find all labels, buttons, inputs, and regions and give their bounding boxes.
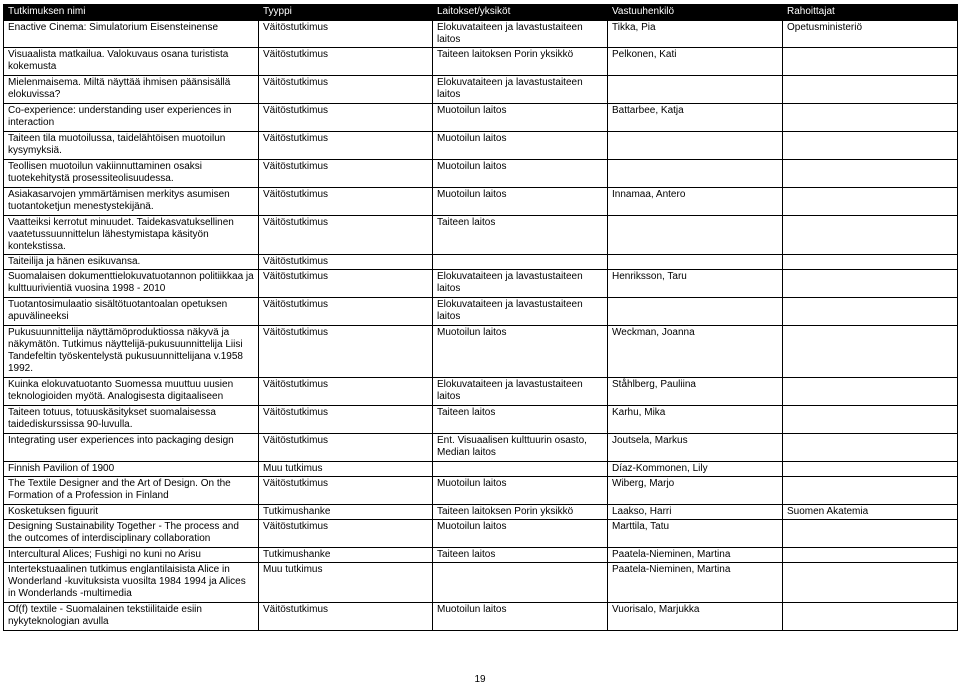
cell-funders	[783, 520, 958, 548]
research-table	[3, 4, 958, 631]
table-row	[4, 563, 958, 603]
cell-funders	[783, 563, 958, 603]
cell-responsible: Pelkonen, Kati	[608, 48, 783, 76]
cell-units: Muotoilun laitos	[433, 603, 608, 631]
cell-responsible: Paatela-Nieminen, Martina	[608, 563, 783, 603]
cell-units: Muotoilun laitos	[433, 132, 608, 160]
cell-title: Teollisen muotoilun vakiinnuttaminen osaksi tuotekehitystä prosessiteolisuudessa.	[4, 160, 259, 188]
cell-type: Väitöstutkimus	[259, 477, 433, 505]
cell-responsible	[608, 132, 783, 160]
table-row	[4, 48, 958, 76]
cell-responsible: Marttila, Tatu	[608, 520, 783, 548]
cell-title: The Textile Designer and the Art of Design. On the Formation of a Profession in Finland	[4, 477, 259, 505]
cell-type: Väitöstutkimus	[259, 298, 433, 326]
cell-type: Väitöstutkimus	[259, 603, 433, 631]
cell-units: Muotoilun laitos	[433, 104, 608, 132]
cell-units: Muotoilun laitos	[433, 160, 608, 188]
cell-responsible: Wiberg, Marjo	[608, 477, 783, 505]
cell-responsible: Joutsela, Markus	[608, 434, 783, 462]
cell-units: Taiteen laitos	[433, 548, 608, 563]
cell-type: Väitöstutkimus	[259, 270, 433, 298]
cell-type: Tutkimushanke	[259, 505, 433, 520]
cell-responsible	[608, 298, 783, 326]
column-header-funders: Rahoittajat	[783, 5, 958, 21]
cell-units: Elokuvataiteen ja lavastustaiteen laitos	[433, 21, 608, 48]
column-header-type: Tyyppi	[259, 5, 433, 21]
cell-funders	[783, 188, 958, 216]
cell-title: Integrating user experiences into packaging design	[4, 434, 259, 462]
cell-title: Intertekstuaalinen tutkimus englantilaisista Alice in Wonderland -kuvituksista vuosilta 1984 1994 ja Alices in Wonderlands -multimedia	[4, 563, 259, 603]
cell-title: Suomalaisen dokumenttielokuvatuotannon politiikkaa ja kulttuurivientiä vuosina 1998 - 2010	[4, 270, 259, 298]
table-row	[4, 104, 958, 132]
cell-type: Väitöstutkimus	[259, 104, 433, 132]
table-row	[4, 270, 958, 298]
cell-type: Väitöstutkimus	[259, 434, 433, 462]
table-row	[4, 520, 958, 548]
cell-title: Taiteen totuus, totuuskäsitykset suomalaisessa taidediskurssissa 90-luvulla.	[4, 406, 259, 434]
cell-funders	[783, 406, 958, 434]
table-body	[4, 21, 958, 631]
cell-title: Vaatteiksi kerrotut minuudet. Taidekasvatuksellinen vaatetussuunnittelun lähestymistapa käsityön kontekstissa.	[4, 216, 259, 255]
cell-type: Väitöstutkimus	[259, 378, 433, 406]
cell-responsible	[608, 255, 783, 270]
cell-title: Mielenmaisema. Miltä näyttää ihmisen päänsisällä elokuvissa?	[4, 76, 259, 104]
cell-units: Elokuvataiteen ja lavastustaiteen laitos	[433, 270, 608, 298]
table-header-row	[4, 5, 958, 21]
cell-responsible: Ståhlberg, Pauliina	[608, 378, 783, 406]
cell-title: Kosketuksen figuurit	[4, 505, 259, 520]
cell-units: Elokuvataiteen ja lavastustaiteen laitos	[433, 298, 608, 326]
cell-title: Intercultural Alices; Fushigi no kuni no Arisu	[4, 548, 259, 563]
cell-funders	[783, 104, 958, 132]
cell-title: Taiteen tila muotoilussa, taidelähtöisen muotoilun kysymyksiä.	[4, 132, 259, 160]
cell-units: Muotoilun laitos	[433, 188, 608, 216]
cell-type: Väitöstutkimus	[259, 255, 433, 270]
cell-funders	[783, 603, 958, 631]
cell-type: Väitöstutkimus	[259, 406, 433, 434]
cell-responsible: Innamaa, Antero	[608, 188, 783, 216]
cell-type: Väitöstutkimus	[259, 21, 433, 48]
cell-type: Väitöstutkimus	[259, 132, 433, 160]
cell-responsible: Weckman, Joanna	[608, 326, 783, 378]
table-row	[4, 298, 958, 326]
cell-title: Tuotantosimulaatio sisältötuotantoalan opetuksen apuvälineeksi	[4, 298, 259, 326]
table-row	[4, 216, 958, 255]
table-row	[4, 21, 958, 48]
cell-funders	[783, 326, 958, 378]
cell-responsible	[608, 216, 783, 255]
cell-funders	[783, 378, 958, 406]
cell-responsible	[608, 160, 783, 188]
cell-funders	[783, 76, 958, 104]
cell-responsible: Díaz-Kommonen, Lily	[608, 462, 783, 477]
table-row	[4, 603, 958, 631]
cell-responsible: Henriksson, Taru	[608, 270, 783, 298]
cell-type: Väitöstutkimus	[259, 48, 433, 76]
cell-type: Väitöstutkimus	[259, 520, 433, 548]
cell-responsible: Tikka, Pia	[608, 21, 783, 48]
cell-title: Kuinka elokuvatuotanto Suomessa muuttuu uusien teknologioiden myötä. Analogisesta digitaaliseen	[4, 378, 259, 406]
table-row	[4, 76, 958, 104]
cell-funders	[783, 216, 958, 255]
table-row	[4, 505, 958, 520]
cell-units: Muotoilun laitos	[433, 477, 608, 505]
cell-responsible: Laakso, Harri	[608, 505, 783, 520]
cell-title: Pukusuunnittelija näyttämöproduktiossa näkyvä ja näkymätön. Tutkimus näyttelijä-pukusuunnittelija Liisi Tandefeltin työskentelystä pukusuunnittelijana v.1958 1992.	[4, 326, 259, 378]
cell-type: Muu tutkimus	[259, 462, 433, 477]
table-row	[4, 326, 958, 378]
cell-title: Visuaalista matkailua. Valokuvaus osana turistista kokemusta	[4, 48, 259, 76]
cell-title: Co-experience: understanding user experiences in interaction	[4, 104, 259, 132]
table-row	[4, 406, 958, 434]
cell-units: Muotoilun laitos	[433, 326, 608, 378]
cell-type: Tutkimushanke	[259, 548, 433, 563]
cell-units	[433, 255, 608, 270]
cell-responsible: Karhu, Mika	[608, 406, 783, 434]
cell-responsible: Vuorisalo, Marjukka	[608, 603, 783, 631]
cell-funders	[783, 298, 958, 326]
cell-units: Taiteen laitoksen Porin yksikkö	[433, 505, 608, 520]
cell-funders	[783, 48, 958, 76]
page-number: 19	[474, 674, 486, 685]
column-header-title: Tutkimuksen nimi	[4, 5, 259, 21]
table-row	[4, 434, 958, 462]
cell-type: Väitöstutkimus	[259, 188, 433, 216]
cell-title: Enactive Cinema: Simulatorium Eisensteinense	[4, 21, 259, 48]
table-row	[4, 378, 958, 406]
cell-units: Taiteen laitos	[433, 406, 608, 434]
cell-units: Ent. Visuaalisen kulttuurin osasto, Median laitos	[433, 434, 608, 462]
cell-funders: Opetusministeriö	[783, 21, 958, 48]
cell-type: Väitöstutkimus	[259, 160, 433, 188]
table-row	[4, 188, 958, 216]
cell-funders	[783, 462, 958, 477]
table-row	[4, 255, 958, 270]
table-row	[4, 160, 958, 188]
cell-title: Asiakasarvojen ymmärtämisen merkitys asumisen tuotantoketjun menestystekijänä.	[4, 188, 259, 216]
cell-responsible: Paatela-Nieminen, Martina	[608, 548, 783, 563]
cell-funders	[783, 270, 958, 298]
cell-funders	[783, 548, 958, 563]
cell-units	[433, 563, 608, 603]
cell-funders	[783, 434, 958, 462]
cell-type: Väitöstutkimus	[259, 326, 433, 378]
column-header-responsible: Vastuuhenkilö	[608, 5, 783, 21]
cell-title: Designing Sustainability Together - The process and the outcomes of interdisciplinary collaboration	[4, 520, 259, 548]
cell-responsible: Battarbee, Katja	[608, 104, 783, 132]
cell-funders	[783, 255, 958, 270]
column-header-units: Laitokset/yksiköt	[433, 5, 608, 21]
cell-units: Elokuvataiteen ja lavastustaiteen laitos	[433, 76, 608, 104]
cell-units: Elokuvataiteen ja lavastustaiteen laitos	[433, 378, 608, 406]
cell-units: Muotoilun laitos	[433, 520, 608, 548]
cell-funders: Suomen Akatemia	[783, 505, 958, 520]
cell-units	[433, 462, 608, 477]
cell-title: Taiteilija ja hänen esikuvansa.	[4, 255, 259, 270]
cell-units: Taiteen laitoksen Porin yksikkö	[433, 48, 608, 76]
cell-type: Väitöstutkimus	[259, 76, 433, 104]
table-row	[4, 548, 958, 563]
cell-funders	[783, 132, 958, 160]
cell-responsible	[608, 76, 783, 104]
table-row	[4, 132, 958, 160]
table-row	[4, 477, 958, 505]
cell-type: Muu tutkimus	[259, 563, 433, 603]
cell-title: Of(f) textile - Suomalainen tekstiilitaide esiin nykyteknologian avulla	[4, 603, 259, 631]
cell-units: Taiteen laitos	[433, 216, 608, 255]
cell-funders	[783, 160, 958, 188]
table-row	[4, 462, 958, 477]
cell-funders	[783, 477, 958, 505]
cell-title: Finnish Pavilion of 1900	[4, 462, 259, 477]
cell-type: Väitöstutkimus	[259, 216, 433, 255]
